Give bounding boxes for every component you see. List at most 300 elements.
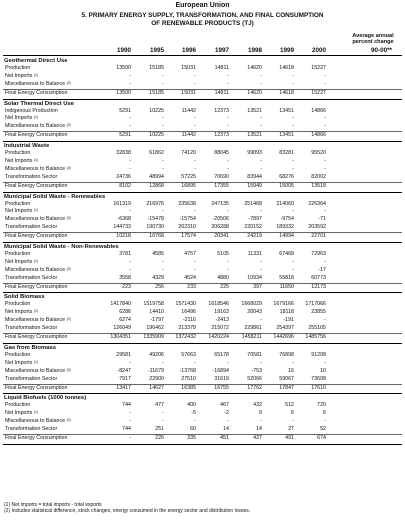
row-label [5, 360, 38, 368]
cell-value: - [227, 80, 229, 87]
table-row [3, 115, 402, 123]
table-row [3, 89, 402, 98]
cell-value: - [324, 258, 326, 265]
cell-value: 10225 [149, 132, 164, 139]
cell-value: - [324, 115, 326, 122]
cell-value: - [260, 123, 262, 130]
cell-value: 14620 [247, 89, 262, 96]
average-change-label: Average annual percent change [352, 33, 394, 46]
cell-value: - [194, 158, 196, 165]
row-label-text: Miscellaneous to Balance [5, 317, 66, 324]
table-title-line-1: 5. PRIMARY ENERGY SUPPLY, TRANSFORMATION, AND FINAL CONSUMPTION [81, 12, 324, 19]
cell-value: 6 [291, 410, 294, 417]
cell-value: 61862 [149, 150, 164, 157]
footnote-marker: (1) [33, 359, 39, 364]
cell-value: 196462 [146, 325, 164, 332]
cell-value: 16496 [181, 309, 196, 316]
row-label [5, 132, 67, 140]
table-section [3, 142, 402, 192]
cell-value: 17610 [311, 384, 326, 391]
cell-value: - [162, 80, 164, 87]
cell-value: 83281 [279, 150, 294, 157]
cell-value: 214060 [276, 200, 294, 207]
cell-value: -17 [318, 266, 326, 273]
row-label [5, 233, 67, 241]
table-section [3, 57, 402, 100]
table-row [3, 352, 402, 360]
cell-value: 202310 [178, 224, 196, 231]
table-row [3, 267, 402, 275]
cell-value: 6 [323, 410, 326, 417]
cell-value: - [260, 258, 262, 265]
section-title: Municipal Solid Waste - Renewables [4, 193, 106, 200]
cell-value: 206288 [211, 224, 229, 231]
row-label [5, 418, 71, 426]
cell-value: 52 [320, 426, 326, 433]
row-label [5, 224, 57, 232]
table-row [3, 232, 402, 241]
cell-value: - [129, 410, 131, 417]
table-row [3, 174, 402, 182]
footnote-marker: (2) [66, 80, 71, 85]
cell-value: 14 [223, 426, 229, 433]
cell-value: -8247 [117, 367, 131, 374]
footnote-marker: (1) [33, 410, 39, 415]
cell-value: 213378 [178, 325, 196, 332]
table-row [3, 73, 402, 81]
cell-value: 4524 [184, 274, 196, 281]
cell-value: 189332 [276, 224, 294, 231]
row-label [5, 259, 38, 267]
cell-value: 14866 [311, 107, 326, 114]
row-label-text: Miscellaneous to Balance [5, 123, 66, 130]
row-label [5, 275, 57, 283]
table-row [3, 376, 402, 384]
cell-value: - [324, 158, 326, 165]
row-label [5, 251, 30, 259]
footnotes [4, 502, 250, 515]
cell-value: 744 [122, 402, 131, 409]
table-section [3, 293, 402, 343]
cell-value: - [129, 208, 131, 215]
cell-value: - [129, 80, 131, 87]
row-label [5, 435, 67, 443]
row-label-text: Transformation Sector [5, 173, 58, 180]
row-label-text: Net Imports [5, 115, 33, 122]
cell-value: -15754 [179, 216, 196, 223]
cell-value: 13451 [279, 107, 294, 114]
cell-value: - [292, 418, 294, 425]
cell-value: 9 [259, 410, 262, 417]
cell-value: 12173 [311, 283, 326, 290]
cell-value: 22900 [149, 375, 164, 382]
cell-value: 10768 [149, 233, 164, 240]
cell-value: - [227, 208, 229, 215]
table-row [3, 410, 402, 418]
cell-value: 1485756 [305, 334, 326, 341]
cell-value: 55818 [279, 274, 294, 281]
cell-value: - [194, 258, 196, 265]
cell-value: 32838 [116, 150, 131, 157]
row-label-text: Miscellaneous to Balance [5, 80, 66, 87]
cell-value: - [129, 434, 131, 441]
cell-value: 17762 [247, 384, 262, 391]
cell-value: 226364 [308, 200, 326, 207]
cell-value: - [162, 266, 164, 273]
cell-value: - [129, 72, 131, 79]
cell-value: 24219 [247, 233, 262, 240]
cell-value: - [129, 418, 131, 425]
cell-value: 215072 [211, 325, 229, 332]
cell-value: 12373 [214, 107, 229, 114]
row-label [5, 81, 71, 89]
table-row [3, 402, 402, 410]
cell-value: - [194, 123, 196, 130]
cell-value: 251 [155, 426, 164, 433]
row-label [5, 317, 71, 325]
cell-value: 1618546 [208, 301, 229, 308]
cell-value: 1372432 [175, 334, 196, 341]
table-title [0, 12, 405, 28]
section-title: Industrial Waste [4, 143, 50, 150]
cell-value: - [194, 418, 196, 425]
footnote-marker: (2) [66, 367, 71, 372]
cell-value: 57225 [181, 173, 196, 180]
cell-value: 17355 [214, 182, 229, 189]
cell-value: 15005 [279, 182, 294, 189]
cell-value: 15227 [311, 65, 326, 71]
row-label [5, 352, 30, 360]
column-header: 1998 [247, 47, 262, 54]
row-label-text: Miscellaneous to Balance [5, 165, 66, 172]
row-label-text: Net Imports [5, 258, 33, 265]
cell-value: -2 [224, 410, 229, 417]
row-label-text: Production [5, 351, 31, 358]
cell-value: 11650 [279, 283, 294, 290]
cell-value: 82002 [311, 173, 326, 180]
cell-value: 31619 [214, 375, 229, 382]
cell-value: - [129, 158, 131, 165]
section-title: Solid Biomass [4, 294, 45, 301]
row-label-text: Net Imports [5, 309, 33, 316]
row-label-text: Transformation Sector [5, 325, 58, 332]
cell-value: 335 [187, 434, 196, 441]
cell-value: - [292, 359, 294, 366]
cell-value: 49206 [149, 351, 164, 358]
table-row [3, 259, 402, 267]
cell-value: 73608 [311, 375, 326, 382]
table-row [3, 150, 402, 158]
footnote-1: (1) Net imports = total imports - total exports [4, 502, 102, 508]
cell-value: - [292, 123, 294, 130]
row-label [5, 115, 38, 123]
row-label-text: Final Energy Consumption [5, 182, 68, 189]
cell-value: - [162, 115, 164, 122]
column-header-row [0, 46, 405, 55]
cell-value: 15031 [181, 89, 196, 96]
footnote-marker: (2) [66, 123, 71, 128]
cell-value: 15185 [149, 89, 164, 96]
cell-value: - [260, 317, 262, 324]
cell-value: -191 [283, 317, 294, 324]
cell-value: - [162, 165, 164, 172]
footnote-marker: (1) [33, 115, 39, 120]
cell-value: - [129, 165, 131, 172]
table-row [3, 301, 402, 309]
row-label [5, 309, 38, 317]
cell-value: - [260, 165, 262, 172]
cell-value: - [292, 258, 294, 265]
cell-value: 72963 [311, 251, 326, 258]
cell-value: - [260, 208, 262, 215]
cell-value: 14410 [149, 309, 164, 316]
cell-value: - [129, 123, 131, 130]
cell-value: 14618 [279, 65, 294, 71]
cell-value: - [324, 208, 326, 215]
table-row [3, 201, 402, 209]
cell-value: - [324, 418, 326, 425]
row-label [5, 201, 30, 209]
cell-value: 13521 [247, 132, 262, 139]
table-row [3, 65, 402, 73]
cell-value: 13518 [311, 182, 326, 189]
section-title: Gas from Biomass [4, 344, 57, 351]
cell-value: 3781 [119, 251, 131, 258]
footnote-marker: (1) [33, 72, 39, 77]
cell-value: 1304351 [110, 334, 131, 341]
cell-value: 3558 [119, 274, 131, 281]
cell-value: 6274 [119, 317, 131, 324]
cell-value: 12868 [149, 182, 164, 189]
row-label [5, 183, 67, 191]
organization-title: European Union [175, 2, 230, 9]
table-row [3, 434, 402, 443]
cell-value: -1797 [150, 317, 164, 324]
row-label [5, 208, 38, 216]
cell-value: 15031 [181, 65, 196, 71]
cell-value: 1442696 [273, 334, 294, 341]
cell-value: - [194, 165, 196, 172]
cell-value: 14627 [149, 384, 164, 391]
row-label-text: Indigenous Production [5, 107, 58, 114]
cell-value: - [260, 158, 262, 165]
cell-value: 451 [220, 434, 229, 441]
cell-value: 13500 [116, 65, 131, 71]
cell-value: 60 [190, 426, 196, 433]
cell-value: 251468 [244, 200, 262, 207]
row-label-text: Net Imports [5, 158, 33, 165]
cell-value: - [194, 72, 196, 79]
row-label [5, 267, 71, 275]
row-label-text: Net Imports [5, 359, 33, 366]
row-label-text: Final Energy Consumption [5, 434, 68, 441]
cell-value: - [292, 165, 294, 172]
cell-value: - [292, 208, 294, 215]
table-row [3, 368, 402, 376]
cell-value: 65178 [214, 351, 229, 358]
cell-value: 432 [253, 402, 262, 409]
footnote-marker: (2) [66, 266, 71, 271]
cell-value: 1679166 [273, 301, 294, 308]
cell-value: 14620 [247, 65, 262, 71]
table-section [3, 100, 402, 143]
cell-value: - [260, 359, 262, 366]
cell-value: 10 [320, 367, 326, 374]
cell-value: 20043 [247, 309, 262, 316]
row-label-text: Miscellaneous to Balance [5, 266, 66, 273]
cell-value: 29581 [116, 351, 131, 358]
cell-value: - [227, 123, 229, 130]
table-row [3, 158, 402, 166]
cell-value: 1668029 [241, 301, 262, 308]
cell-value: 427 [253, 434, 262, 441]
cell-value: - [324, 165, 326, 172]
row-label [5, 65, 30, 73]
cell-value: 126049 [113, 325, 131, 332]
section-title: Geothermal Direct Use [4, 58, 68, 64]
cell-value: - [194, 115, 196, 122]
row-label-text: Production [5, 301, 31, 308]
table-row [3, 426, 402, 434]
cell-value: - [162, 123, 164, 130]
row-label [5, 301, 30, 309]
cell-value: 216976 [146, 200, 164, 207]
cell-value: - [194, 208, 196, 215]
cell-value: - [129, 258, 131, 265]
row-label-text: Miscellaneous to Balance [5, 367, 66, 374]
header-divider [3, 55, 402, 56]
row-label-text: Final Energy Consumption [5, 132, 68, 139]
cell-value: 144733 [113, 224, 131, 231]
cell-value: 18118 [279, 309, 294, 316]
row-label [5, 108, 58, 116]
cell-value: - [162, 158, 164, 165]
row-label [5, 73, 38, 81]
cell-value: 400 [187, 402, 196, 409]
cell-value: 254397 [276, 325, 294, 332]
cell-value: 95520 [311, 150, 326, 157]
table-row [3, 131, 402, 140]
row-label-text: Transformation Sector [5, 224, 58, 231]
cell-value: -5 [191, 410, 196, 417]
section-title: Liquid Biofuels (1000 tonnes) [4, 395, 87, 402]
cell-value: 13521 [247, 107, 262, 114]
table-row [3, 317, 402, 325]
row-label [5, 90, 67, 98]
cell-value: - [292, 80, 294, 87]
cell-value: 512 [285, 402, 294, 409]
cell-value: 15227 [311, 89, 326, 96]
cell-value: -11679 [147, 367, 164, 374]
cell-value: 60773 [311, 274, 326, 281]
cell-value: 5291 [119, 132, 131, 139]
cell-value: 12373 [214, 132, 229, 139]
footnote-marker: (2) [66, 317, 71, 322]
table-row [3, 166, 402, 174]
row-label [5, 284, 67, 292]
row-label [5, 216, 71, 224]
row-label [5, 174, 57, 182]
cell-value: 223 [122, 283, 131, 290]
row-label-text: Final Energy Consumption [5, 283, 68, 290]
cell-value: 1417840 [110, 301, 131, 308]
cell-value: 255105 [308, 325, 326, 332]
cell-value: 4585 [152, 251, 164, 258]
cell-value: - [162, 258, 164, 265]
cell-value: - [162, 418, 164, 425]
cell-value: 13451 [279, 132, 294, 139]
cell-value: -2116 [182, 317, 196, 324]
cell-value: - [292, 266, 294, 273]
table-row [3, 208, 402, 216]
cell-value: 1335909 [143, 334, 164, 341]
cell-value: -13768 [179, 367, 196, 374]
table-section [3, 193, 402, 243]
table-row [3, 418, 402, 426]
cell-value: 91208 [311, 351, 326, 358]
cell-value: - [227, 258, 229, 265]
cell-value: - [227, 158, 229, 165]
cell-value: 68276 [279, 173, 294, 180]
cell-value: 16895 [181, 182, 196, 189]
cell-value: - [292, 72, 294, 79]
cell-value: 720 [317, 402, 326, 409]
table-row [3, 309, 402, 317]
cell-value: 15185 [149, 65, 164, 71]
cell-value: - [162, 72, 164, 79]
table-row [3, 81, 402, 89]
row-label-text: Transformation Sector [5, 375, 58, 382]
cell-value: 13500 [116, 89, 131, 96]
cell-value: 48994 [149, 173, 164, 180]
cell-value: - [227, 165, 229, 172]
cell-value: 59067 [279, 375, 294, 382]
column-header: 1995 [149, 47, 164, 54]
cell-value: 19163 [214, 309, 229, 316]
cell-value: 22701 [311, 233, 326, 240]
table-row [3, 216, 402, 224]
cell-value: 52066 [247, 375, 262, 382]
cell-value: - [227, 115, 229, 122]
column-header: 1999 [279, 47, 294, 54]
cell-value: 14994 [279, 233, 294, 240]
cell-value: - [194, 359, 196, 366]
cell-value: - [129, 359, 131, 366]
cell-value: 11442 [181, 132, 196, 139]
table-row [3, 251, 402, 259]
row-label-text: Production [5, 65, 31, 71]
row-label [5, 158, 38, 166]
footnote-marker: (2) [66, 216, 71, 221]
cell-value: 4757 [184, 251, 196, 258]
cell-value: -20506 [212, 216, 229, 223]
cell-value: - [324, 359, 326, 366]
cell-value: - [194, 266, 196, 273]
row-label [5, 402, 30, 410]
cell-value: 11442 [181, 107, 196, 114]
row-label [5, 410, 38, 418]
row-label [5, 334, 67, 342]
cell-value: -9754 [280, 216, 294, 223]
cell-value: 744 [122, 426, 131, 433]
table-section [3, 394, 402, 444]
section-title: Solar Thermal Direct Use [4, 100, 75, 107]
row-label-text: Production [5, 150, 31, 157]
cell-value: 226 [155, 434, 164, 441]
section-title: Municipal Solid Waste - Non-Renewables [4, 244, 119, 251]
row-label-text: Production [5, 251, 31, 258]
cell-value: - [260, 80, 262, 87]
